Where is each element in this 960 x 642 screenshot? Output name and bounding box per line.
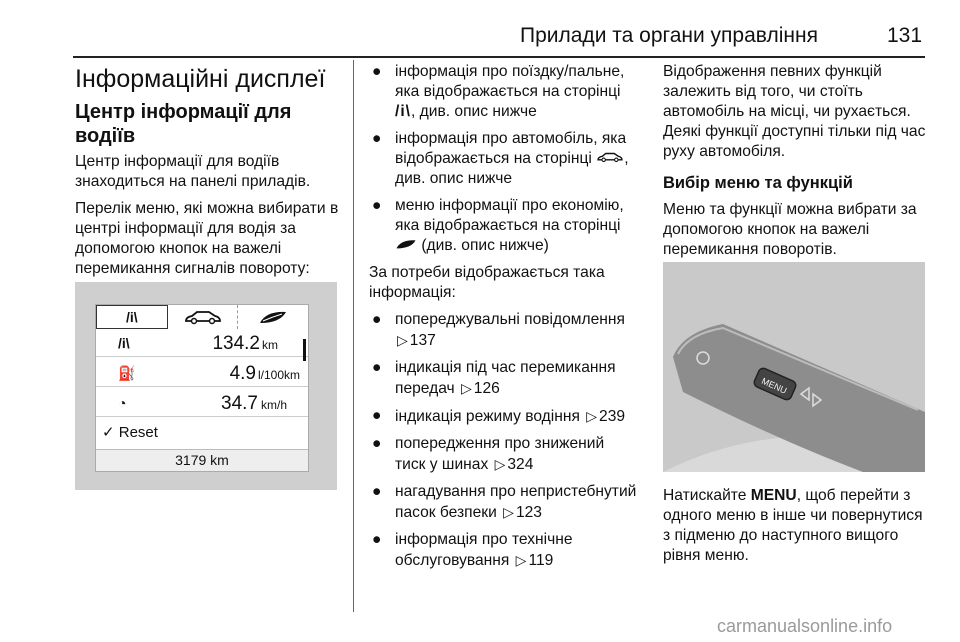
car-icon (168, 305, 239, 329)
page-ref[interactable]: 123 (515, 504, 542, 522)
paragraph: За потреби відображається така інформація: (369, 264, 605, 302)
column-2 (369, 62, 637, 578)
trip-fuel-icon: /i\ (395, 103, 411, 120)
list-item: ● інформація про технічне обслуговування ▷ 119 (372, 531, 573, 570)
column-3-bottom (663, 486, 931, 573)
menu-button-label: MENU (760, 375, 789, 396)
eco-leaf-icon (395, 236, 417, 256)
page-ref[interactable]: 137 (409, 332, 436, 350)
menu-keyword: MENU (750, 487, 797, 504)
trip-fuel-icon: /i\ (118, 335, 130, 351)
page-ref-arrow-icon: ▷ (503, 504, 514, 521)
paragraph: Натискайте MENU, щоб перейти з одного меню в інше чи повернутися з підменю до наступного вищого рівня меню. (663, 487, 923, 564)
list-item: ● інформація про автомобіль, яка відображається на сторінці , див. опис нижче (372, 130, 629, 188)
turn-signal-stalk-illustration (663, 262, 925, 472)
page-ref[interactable]: 239 (599, 408, 626, 426)
page-ref-arrow-icon: ▷ (586, 408, 598, 425)
column-3 (663, 62, 931, 267)
check-circle-icon: ✓ (102, 424, 115, 441)
watermark: carmanualsonline.info (717, 616, 893, 636)
fuel-consumption-value: 4.9 (229, 363, 256, 384)
reset-label: Reset (118, 424, 158, 441)
list-item: ● інформація про поїздку/пальне, яка відображається на сторінці /i\, див. опис нижче (372, 63, 625, 120)
display-screen (95, 304, 309, 472)
bullet: ● (372, 197, 382, 215)
list-item: ● індикація під час перемикання передач ▷ 126 (372, 359, 616, 398)
speedometer-icon: ◔ (118, 395, 127, 411)
average-speed-unit: km/h (261, 398, 288, 412)
list-item: ● попереджувальні повідомлення ▷ 137 (372, 311, 625, 350)
paragraph: Центр інформації для водіїв знаходиться на панелі приладів. (75, 153, 311, 190)
list-item: ● попередження про знижений тиск у шинах ▷ 324 (372, 435, 605, 474)
menu-list (369, 62, 637, 256)
eco-leaf-icon (238, 305, 308, 329)
paragraph: Перелік меню, які можна вибирати в центрі інформації для водія за допомогою кнопок на важелі перемикання сигналів повороту: (75, 200, 339, 277)
fuel-pump-icon: ⛽ (118, 365, 136, 381)
average-speed-value: 34.7 (221, 393, 258, 414)
page-ref-arrow-icon: ▷ (515, 552, 527, 569)
bullet: ● (372, 130, 382, 147)
page-ref-arrow-icon: ▷ (397, 332, 408, 349)
scrollbar (303, 339, 306, 361)
page-ref[interactable]: 324 (507, 456, 534, 474)
page-ref[interactable]: 119 (528, 552, 554, 570)
display-tabs (96, 305, 308, 329)
odometer: 3179 km (96, 449, 308, 471)
trip-distance-row (96, 333, 308, 357)
list-item: ● індикація режиму водіння ▷ 239 (372, 407, 626, 426)
fuel-consumption-unit: l/100km (258, 368, 301, 382)
header-rule (73, 56, 925, 58)
list-item: ● меню інформації про економію, яка відображається на сторінці (див. опис нижче) (372, 197, 624, 255)
page-number: 131 (887, 24, 923, 47)
header-title: Прилади та органи управління (520, 24, 818, 47)
paragraph: Меню та функції можна вибрати за допомогою кнопок на важелі перемикання поворотів. (663, 201, 917, 258)
page-ref[interactable]: 126 (473, 380, 500, 398)
column-divider (353, 60, 354, 612)
average-speed-row (96, 393, 308, 417)
bullet: ● (372, 63, 382, 80)
subheading: Вибір меню та функцій (663, 174, 853, 192)
paragraph: Відображення певних функцій залежить від того, чи стоїть автомобіль на місці, чи рухається. Деякі функції доступні тільки під час руху автомобіля. (663, 63, 926, 160)
page-ref-arrow-icon: ▷ (461, 380, 472, 397)
list-item: ● нагадування про непристебнутий пасок безпеки ▷ 123 (372, 483, 637, 522)
subsection-title: Центр інформації для водіїв (75, 101, 292, 147)
reset-row (102, 423, 158, 441)
trip-distance-unit: km (262, 338, 278, 352)
section-title: Інформаційні дисплеї (75, 65, 326, 93)
page-ref-arrow-icon: ▷ (494, 456, 506, 473)
info-list (369, 310, 637, 571)
fuel-consumption-row (96, 363, 308, 387)
car-icon (596, 149, 624, 169)
trip-fuel-icon: /i\ (96, 305, 168, 329)
column-1 (75, 64, 343, 286)
driver-info-display-illustration (75, 282, 337, 490)
trip-distance-value: 134.2 (212, 333, 260, 354)
